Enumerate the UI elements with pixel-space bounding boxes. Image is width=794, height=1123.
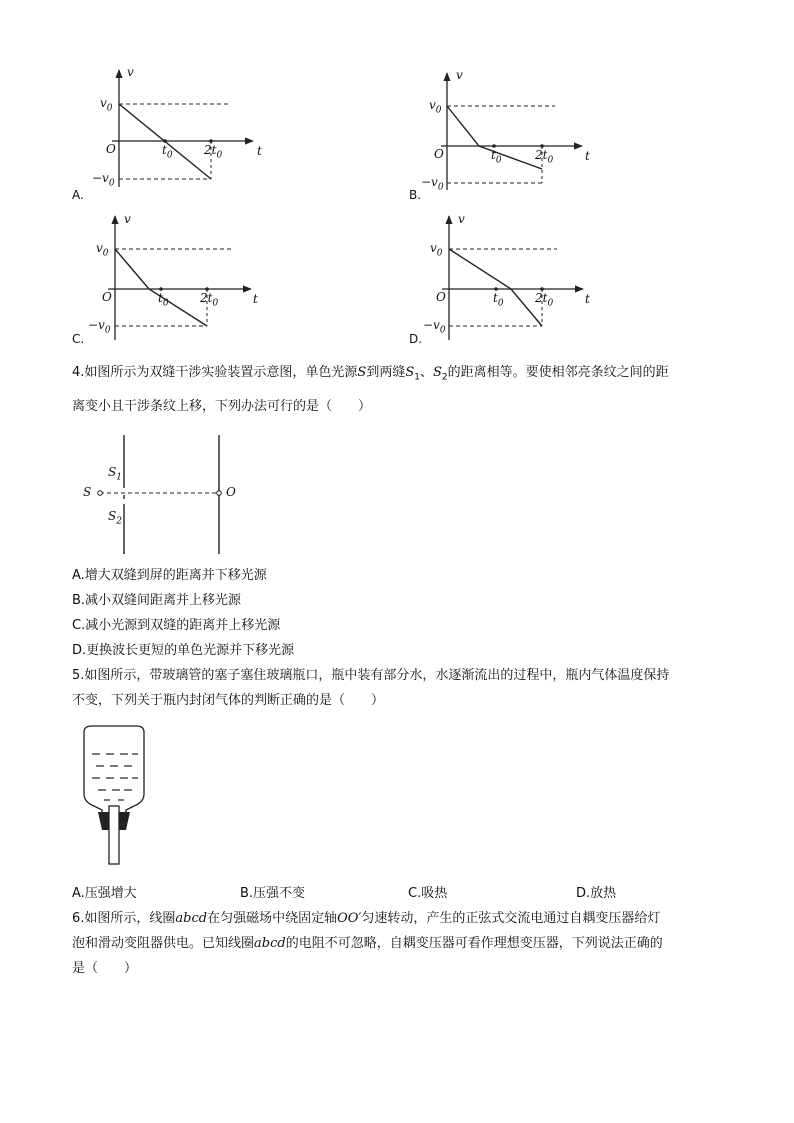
origin-label: O [106, 142, 116, 156]
option-letter: A. [72, 188, 84, 202]
double-slit-svg [78, 432, 248, 558]
glass-tube [109, 806, 119, 864]
neg-v0-label: $-v_0$ [92, 171, 115, 189]
v0-label: $v_0$ [430, 241, 443, 259]
q4-stem-line1: 4.如图所示为双缝干涉实验装置示意图，单色光源S到两缝$S_1$、$S_2$的距离相等。要使相邻亮条纹之间的距 [72, 365, 669, 383]
screen-center-dot [217, 491, 222, 496]
double-slit-diagram [78, 432, 248, 558]
v0-label: $v_0$ [96, 241, 109, 259]
neg-v0-label: $-v_0$ [421, 175, 444, 193]
origin-label: O [436, 290, 446, 304]
neg-v0-label: $-v_0$ [423, 318, 446, 336]
t-label: t [585, 149, 590, 163]
slit-s1-label: $S_1$ [108, 465, 122, 483]
q6-stem-line1: 6.如图所示，线圈abcd在匀强磁场中绕固定轴OO′匀速转动，产生的正弦式交流电通过自耦变压器给灯 [72, 911, 661, 926]
graph-c [70, 208, 270, 353]
q4-stem-line2: 离变小且干涉条纹上移，下列办法可行的是（ ） [72, 399, 372, 414]
light-source-dot [98, 491, 103, 496]
t-label: t [585, 292, 590, 306]
water-dashes [92, 754, 138, 800]
bottle-svg [78, 722, 158, 867]
v-label: v [456, 68, 463, 82]
option-letter: C. [72, 332, 85, 346]
option-letter: B. [409, 188, 422, 202]
2t0-label: $2t_0$ [200, 291, 219, 309]
q6-stem-line2: 泡和滑动变阻器供电。已知线圈abcd的电阻不可忽略，自耦变压器可看作理想变压器，下列说法正确的 [72, 936, 663, 951]
v0-label: $v_0$ [100, 96, 113, 114]
graph-b [407, 65, 607, 210]
option-letter: D. [409, 332, 423, 346]
bottle-diagram [78, 722, 158, 867]
t0-label: $t_0$ [493, 291, 504, 309]
q5-option-a[interactable]: A.压强增大 [72, 886, 137, 901]
v0-label: $v_0$ [429, 98, 442, 116]
q4-option-d[interactable]: D.更换波长更短的单色光源并下移光源 [72, 643, 295, 658]
q5-option-c[interactable]: C.吸热 [408, 886, 448, 901]
origin-label: O [434, 147, 444, 161]
q5-stem-line2: 不变，下列关于瓶内封闭气体的判断正确的是（ ） [72, 693, 385, 708]
q5-option-d[interactable]: D.放热 [576, 886, 617, 901]
origin-label: O [102, 290, 112, 304]
v-label: v [458, 212, 465, 226]
slit-s2-label: $S_2$ [108, 509, 122, 527]
graph-d [407, 208, 607, 353]
t0-label: $t_0$ [162, 143, 173, 161]
t0-label: $t_0$ [158, 291, 169, 309]
q6-stem-line3: 是（ ） [72, 961, 138, 976]
neg-v0-label: $-v_0$ [88, 318, 111, 336]
2t0-label: $2t_0$ [204, 143, 223, 161]
2t0-label: $2t_0$ [535, 148, 554, 166]
q5-stem-line1: 5.如图所示，带玻璃管的塞子塞住玻璃瓶口，瓶中装有部分水，水逐渐流出的过程中，瓶内气体温度保持 [72, 668, 670, 683]
v-label: v [124, 212, 131, 226]
graph-a [70, 62, 270, 207]
screen-o-label: O [226, 485, 236, 499]
t0-label: $t_0$ [491, 148, 502, 166]
v-label: v [127, 65, 134, 79]
q4-option-c[interactable]: C.减小光源到双缝的距离并上移光源 [72, 618, 281, 633]
q4-option-a[interactable]: A.增大双缝到屏的距离并下移光源 [72, 568, 267, 583]
t-label: t [253, 292, 258, 306]
q4-option-b[interactable]: B.减小双缝间距离并上移光源 [72, 593, 242, 608]
q5-option-b[interactable]: B.压强不变 [240, 886, 306, 901]
2t0-label: $2t_0$ [535, 291, 554, 309]
source-label: S [83, 485, 92, 499]
t-label: t [257, 144, 262, 158]
